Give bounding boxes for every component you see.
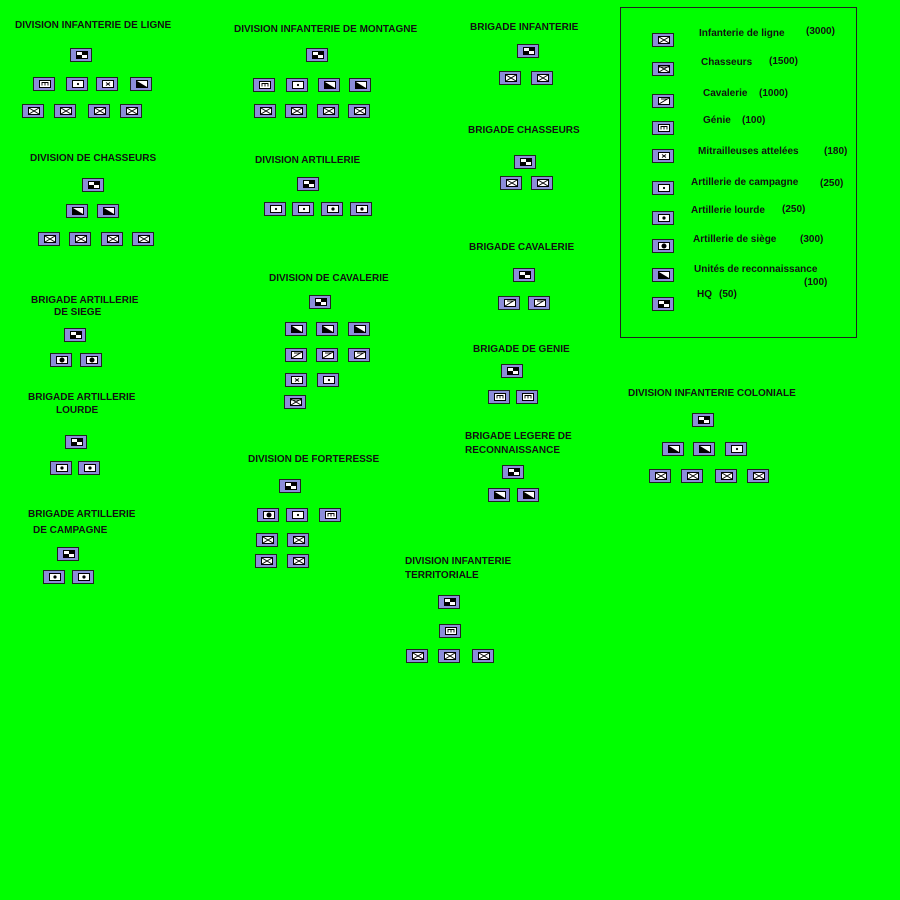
unit-reco	[318, 78, 340, 92]
infanterie-icon	[537, 179, 549, 187]
infanterie-icon	[291, 107, 303, 115]
hq-unit	[438, 595, 460, 609]
cavalerie-icon	[291, 351, 303, 359]
unit-cavalerie	[528, 296, 550, 310]
art_lourde-icon	[84, 464, 96, 472]
legend	[620, 7, 857, 338]
hq-unit	[297, 177, 319, 191]
unit-genie	[253, 78, 275, 92]
infanterie-icon	[28, 107, 40, 115]
mitrailleuses-icon	[658, 152, 670, 160]
unit-infanterie	[54, 104, 76, 118]
reco-icon	[494, 491, 506, 499]
legend-label-chasseurs: Chasseurs	[701, 57, 753, 68]
art_lourde-icon	[49, 573, 61, 581]
legend-value-reco: (100)	[804, 277, 828, 288]
legend-value-art_lourde: (250)	[782, 204, 806, 215]
chasseurs-icon	[290, 398, 302, 406]
unit-mitrailleuses	[96, 77, 118, 91]
unit-art_siege	[80, 353, 102, 367]
infanterie-icon	[293, 557, 305, 565]
legend-symbol-art_lourde	[652, 211, 674, 225]
hq-unit	[70, 48, 92, 62]
genie-icon	[494, 393, 506, 401]
legend-symbol-cavalerie	[652, 94, 674, 108]
unit-art_lourde	[350, 202, 372, 216]
hq-icon	[315, 298, 327, 306]
formation-title: BRIGADE CHASSEURS	[468, 125, 580, 136]
infanterie-icon	[126, 107, 138, 115]
unit-art_lourde	[50, 461, 72, 475]
hq-unit	[279, 479, 301, 493]
reco-icon	[136, 80, 148, 88]
legend-label-reco: Unités de reconnaissance	[694, 264, 818, 275]
art_siege-icon	[263, 511, 275, 519]
art_lourde-icon	[56, 464, 68, 472]
legend-symbol-chasseurs	[652, 62, 674, 76]
unit-infanterie	[38, 232, 60, 246]
reco-icon	[291, 325, 303, 333]
legend-label-art_lourde: Artillerie lourde	[691, 205, 765, 216]
legend-label-mitrailleuses: Mitrailleuses attelées	[698, 146, 799, 157]
legend-label-art_campagne: Artillerie de campagne	[691, 177, 799, 188]
infanterie-icon	[412, 652, 424, 660]
hq-unit	[502, 465, 524, 479]
legend-value-mitrailleuses: (180)	[824, 146, 848, 157]
legend-value-cavalerie: (1000)	[759, 88, 788, 99]
unit-art_campagne	[725, 442, 747, 456]
unit-reco	[349, 78, 371, 92]
formation-title: BRIGADE LEGERE DE	[465, 431, 572, 442]
hq-icon	[70, 331, 82, 339]
legend-value-art_siege: (300)	[800, 234, 824, 245]
unit-art_lourde	[43, 570, 65, 584]
legend-symbol-art_siege	[652, 239, 674, 253]
legend-label-cavalerie: Cavalerie	[703, 88, 748, 99]
formation-title: BRIGADE CAVALERIE	[469, 242, 575, 253]
unit-art_siege	[257, 508, 279, 522]
art_campagne-icon	[292, 81, 304, 89]
genie-icon	[325, 511, 337, 519]
reco-icon	[523, 491, 535, 499]
infanterie-icon	[658, 36, 670, 44]
formation-title: BRIGADE ARTILLERIE	[31, 295, 139, 306]
infanterie-icon	[505, 74, 517, 82]
infanterie-icon	[478, 652, 490, 660]
infanterie-icon	[260, 107, 272, 115]
unit-infanterie	[438, 649, 460, 663]
reco-icon	[324, 81, 336, 89]
art_lourde-icon	[327, 205, 339, 213]
unit-infanterie	[69, 232, 91, 246]
reco-icon	[354, 325, 366, 333]
hq-icon	[71, 438, 83, 446]
legend-symbol-hq	[652, 297, 674, 311]
unit-infanterie	[88, 104, 110, 118]
hq-unit	[65, 435, 87, 449]
hq-unit	[513, 268, 535, 282]
formation-title: DIVISION ARTILLERIE	[255, 155, 361, 166]
formation-title: TERRITORIALE	[405, 570, 479, 581]
unit-infanterie	[531, 71, 553, 85]
infanterie-icon	[262, 536, 274, 544]
unit-reco	[517, 488, 539, 502]
hq-icon	[523, 47, 535, 55]
unit-infanterie	[715, 469, 737, 483]
unit-mitrailleuses	[285, 373, 307, 387]
unit-infanterie	[406, 649, 428, 663]
art_campagne-icon	[323, 376, 335, 384]
art_lourde-icon	[78, 573, 90, 581]
unit-infanterie	[120, 104, 142, 118]
hq-unit	[514, 155, 536, 169]
infanterie-icon	[261, 557, 273, 565]
unit-infanterie	[22, 104, 44, 118]
unit-cavalerie	[285, 348, 307, 362]
unit-reco	[316, 322, 338, 336]
legend-symbol-art_campagne	[652, 181, 674, 195]
hq-icon	[520, 158, 532, 166]
legend-label-infanterie: Infanterie de ligne	[699, 28, 785, 39]
infanterie-icon	[753, 472, 765, 480]
unit-infanterie	[531, 176, 553, 190]
infanterie-icon	[44, 235, 56, 243]
hq-unit	[82, 178, 104, 192]
infanterie-icon	[138, 235, 150, 243]
hq-icon	[88, 181, 100, 189]
hq-icon	[658, 300, 670, 308]
legend-symbol-infanterie	[652, 33, 674, 47]
hq-icon	[698, 416, 710, 424]
legend-value-chasseurs: (1500)	[769, 56, 798, 67]
legend-value-hq: (50)	[719, 289, 737, 300]
reco-icon	[355, 81, 367, 89]
unit-art_lourde	[78, 461, 100, 475]
hq-icon	[444, 598, 456, 606]
art_campagne-icon	[72, 80, 84, 88]
unit-genie	[319, 508, 341, 522]
hq-icon	[507, 367, 519, 375]
unit-reco	[130, 77, 152, 91]
unit-art_siege	[50, 353, 72, 367]
infanterie-icon	[721, 472, 733, 480]
art_lourde-icon	[658, 214, 670, 222]
reco-icon	[668, 445, 680, 453]
formation-title: DIVISION DE CHASSEURS	[30, 153, 157, 164]
legend-symbol-mitrailleuses	[652, 149, 674, 163]
infanterie-icon	[687, 472, 699, 480]
infanterie-icon	[354, 107, 366, 115]
hq-icon	[508, 468, 520, 476]
legend-label-art_siege: Artillerie de siège	[693, 234, 777, 245]
hq-unit	[501, 364, 523, 378]
unit-infanterie	[256, 533, 278, 547]
unit-art_campagne	[264, 202, 286, 216]
infanterie-icon	[107, 235, 119, 243]
unit-infanterie	[317, 104, 339, 118]
legend-symbol-genie	[652, 121, 674, 135]
formation-title: DIVISION INFANTERIE DE MONTAGNE	[234, 24, 418, 35]
unit-art_campagne	[286, 78, 308, 92]
art_campagne-icon	[731, 445, 743, 453]
unit-infanterie	[681, 469, 703, 483]
art_campagne-icon	[298, 205, 310, 213]
cavalerie-icon	[322, 351, 334, 359]
genie-icon	[658, 124, 670, 132]
infanterie-icon	[655, 472, 667, 480]
legend-label-hq: HQ	[697, 289, 712, 300]
unit-genie	[488, 390, 510, 404]
genie-icon	[522, 393, 534, 401]
reco-icon	[103, 207, 115, 215]
mitrailleuses-icon	[102, 80, 114, 88]
unit-infanterie	[747, 469, 769, 483]
formation-title: DIVISION INFANTERIE COLONIALE	[628, 388, 796, 399]
unit-infanterie	[500, 176, 522, 190]
mitrailleuses-icon	[291, 376, 303, 384]
unit-reco	[285, 322, 307, 336]
unit-art_campagne	[66, 77, 88, 91]
hq-icon	[285, 482, 297, 490]
art_campagne-icon	[292, 511, 304, 519]
unit-infanterie	[287, 554, 309, 568]
infanterie-icon	[537, 74, 549, 82]
unit-genie	[516, 390, 538, 404]
formation-title: BRIGADE DE GENIE	[473, 344, 570, 355]
unit-infanterie	[255, 554, 277, 568]
hq-icon	[519, 271, 531, 279]
unit-infanterie	[348, 104, 370, 118]
hq-icon	[76, 51, 88, 59]
art_siege-icon	[658, 242, 670, 250]
formation-title: DE CAMPAGNE	[33, 525, 108, 536]
legend-symbol-reco	[652, 268, 674, 282]
formation-title: DIVISION INFANTERIE DE LIGNE	[15, 20, 172, 31]
formation-title: DE SIEGE	[54, 307, 102, 318]
unit-art_campagne	[286, 508, 308, 522]
chasseurs-icon	[658, 65, 670, 73]
infanterie-icon	[444, 652, 456, 660]
unit-art_campagne	[292, 202, 314, 216]
reco-icon	[658, 271, 670, 279]
unit-infanterie	[254, 104, 276, 118]
unit-infanterie	[285, 104, 307, 118]
unit-reco	[693, 442, 715, 456]
unit-cavalerie	[316, 348, 338, 362]
unit-reco	[488, 488, 510, 502]
formation-title: DIVISION DE FORTERESSE	[248, 454, 380, 465]
unit-infanterie	[101, 232, 123, 246]
legend-value-art_campagne: (250)	[820, 178, 844, 189]
legend-label-genie: Génie	[703, 115, 731, 126]
hq-unit	[517, 44, 539, 58]
reco-icon	[322, 325, 334, 333]
formation-title: BRIGADE INFANTERIE	[470, 22, 579, 33]
legend-value-infanterie: (3000)	[806, 26, 835, 37]
cavalerie-icon	[504, 299, 516, 307]
genie-icon	[259, 81, 271, 89]
hq-unit	[57, 547, 79, 561]
unit-chasseurs	[284, 395, 306, 409]
unit-reco	[66, 204, 88, 218]
unit-infanterie	[132, 232, 154, 246]
art_siege-icon	[86, 356, 98, 364]
unit-art_lourde	[321, 202, 343, 216]
hq-unit	[64, 328, 86, 342]
legend-value-genie: (100)	[742, 115, 766, 126]
unit-art_campagne	[317, 373, 339, 387]
formation-title: BRIGADE ARTILLERIE	[28, 392, 136, 403]
art_siege-icon	[56, 356, 68, 364]
formation-title: DIVISION DE CAVALERIE	[269, 273, 389, 284]
cavalerie-icon	[354, 351, 366, 359]
reco-icon	[699, 445, 711, 453]
unit-cavalerie	[348, 348, 370, 362]
unit-cavalerie	[498, 296, 520, 310]
hq-unit	[692, 413, 714, 427]
art_lourde-icon	[356, 205, 368, 213]
formation-title: BRIGADE ARTILLERIE	[28, 509, 136, 520]
unit-reco	[97, 204, 119, 218]
infanterie-icon	[94, 107, 106, 115]
hq-icon	[63, 550, 75, 558]
unit-infanterie	[287, 533, 309, 547]
unit-reco	[662, 442, 684, 456]
infanterie-icon	[506, 179, 518, 187]
infanterie-icon	[323, 107, 335, 115]
genie-icon	[445, 627, 457, 635]
cavalerie-icon	[534, 299, 546, 307]
infanterie-icon	[60, 107, 72, 115]
genie-icon	[39, 80, 51, 88]
reco-icon	[72, 207, 84, 215]
formation-title: RECONNAISSANCE	[465, 445, 561, 456]
hq-unit	[306, 48, 328, 62]
formation-title: LOURDE	[56, 405, 99, 416]
art_campagne-icon	[270, 205, 282, 213]
art_campagne-icon	[658, 184, 670, 192]
unit-genie	[439, 624, 461, 638]
unit-genie	[33, 77, 55, 91]
formation-title: DIVISION INFANTERIE	[405, 556, 512, 567]
infanterie-icon	[293, 536, 305, 544]
unit-infanterie	[649, 469, 671, 483]
unit-reco	[348, 322, 370, 336]
unit-infanterie	[499, 71, 521, 85]
hq-icon	[312, 51, 324, 59]
unit-infanterie	[472, 649, 494, 663]
unit-art_lourde	[72, 570, 94, 584]
infanterie-icon	[75, 235, 87, 243]
hq-unit	[309, 295, 331, 309]
cavalerie-icon	[658, 97, 670, 105]
hq-icon	[303, 180, 315, 188]
